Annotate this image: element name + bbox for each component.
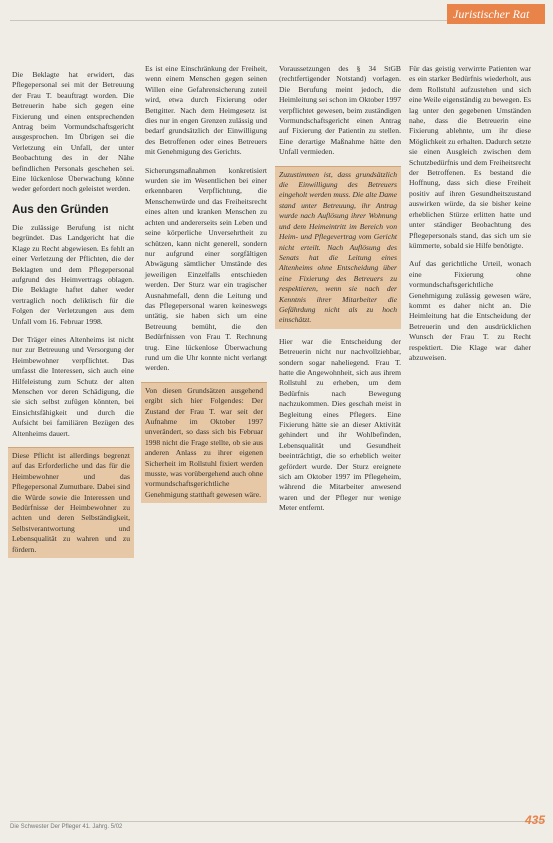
paragraph: Hier war die Entscheidung der Betreuerin nicht nur nachvollziehbar, sondern sogar naheliegend. Frau T. hatte die Angewohnheit, sich aus ihrem Rollstuhl zu erheben, um dem Bedürfnis nach Bewegung nachzukommen. Dies geschah meist in Begleitung eines Pflegers. Eine Fixierung hätte sie an dieser Aktivität gehindert und ihr Wohlbefinden, Lebensqualität und Gesundheit beeinträchtigt, die so erheblich weiter gefördert wurde. Der Sturz ereignete sich am Oktober 1997 im Pflegeheim, während die Mitarbeiter anwesend waren und der Pfleger nur wenige Meter entfernt. bbox=[279, 336, 401, 513]
paragraph: Es ist eine Einschränkung der Freiheit, wenn einem Menschen gegen seinen Willen eine Gefahrensicherung zuteil wird, etwa durch Fixierung oder Bettgitter. Nach dem Heimgesetz ist dies nur in engen Grenzen zulässig und bedarf grundsätzlich der Einwilligung des Betroffenen oder eines Betreuers mit Genehmigung des Gerichts. bbox=[145, 64, 267, 157]
paragraph: Die Beklagte hat erwidert, das Pflegepersonal sei mit der Betreuung der Frau T. beauftragt worden. Die Betreuerin habe sich gegen eine Fixierung und einen entsprechenden Antrag beim Vormundschaftsgericht ausgesprochen. Im Übrigen sei die Verletzung ein Unfall, der unter Beobachtung des in der Nähe befindlichen Personals geschehen sei. Eine lückenlose Überwachung könne weder gefordert noch geleistet werden. bbox=[12, 70, 134, 194]
text-column-3 bbox=[279, 64, 401, 522]
text-column-1 bbox=[12, 70, 134, 566]
paragraph: Voraussetzungen des § 34 StGB (rechtfertigender Notstand) vorlagen. Die Berufung meint jedoch, die Heimleitung sei schon im Oktober 1997 verpflichtet gewesen, beim zuständigen Vormundschaftsgericht einen Antrag auf Fixierung der Patientin zu stellen. Eine derartige Maßnahme hätte den Unfall vermieden. bbox=[279, 64, 401, 157]
paragraph: Für das geistig verwirrte Patienten war es ein starker Bedürfnis wiederholt, aus dem Rollstuhl aufzustehen und sich eine Weile eigenständig zu bewegen. Es lag unter den gegebenen Umständen nahe, dass die Betreuerin eine Fixierung ablehnte, um ihr diese Möglichkeit zu erhalten. Dadurch setzte sie einen Ausgleich zwischen dem Schutzbedürfnis und dem Freiheitsrecht der Betroffenen. Es bestand die Hoffnung, dass sich diese Freiheit positiv auf ihren Gesundheitszustand auswirken würde, da sie bisher keine erheblichen Stürze erlitten hatte und unter ständiger Beobachtung des Pflegepersonals stand, das sich um sie kümmerte, sobald sie Hilfe benötigte. bbox=[409, 64, 531, 250]
highlight-box: Diese Pflicht ist allerdings begrenzt auf das Erforderliche und das für die Heimbewohner und das Pflegepersonal Zumutbare. Dabei sind die Würde sowie die Interessen und Bedürfnisse der Heimbewohner zu achten und deren Selbständigkeit, Selbstverantwortung und Lebensqualität zu wahren und zu fördern. bbox=[8, 447, 134, 558]
section-heading: Aus den Gründen bbox=[12, 203, 109, 216]
footer-rule bbox=[10, 821, 545, 822]
highlight-box: Von diesen Grundsätzen ausgehend ergibt sich hier Folgendes: Der Zustand der Frau T. war seit der Aufnahme im Oktober 1997 unverändert, so dass sich bis Februar 1998 nicht die Frage stellte, ob sie aus anderen Anlass zu ihrer eigenen Sicherheit im Rollstuhl fixiert werden musste, was vorübergehend auch ohne vormundschaftsgerichtliche Genehmigung statthaft gewesen wäre. bbox=[141, 382, 267, 503]
page-footer bbox=[10, 813, 545, 835]
paragraph: Die zulässige Berufung ist nicht begründet. Das Landgericht hat die Klage zu Recht abgewiesen. Es fehlt an einer Verletzung der Pflichten, die der Beklagten und dem Pflegepersonal aufgrund des Heimvertrags oblagen. Die Beklagte haftet daher weder vertraglich noch deliktisch für die Folgen der Verletzungen aus dem Unfall vom 16. Februar 1998. bbox=[12, 222, 134, 326]
paragraph: Auf das gerichtliche Urteil, wonach eine Fixierung ohne vormundschaftsgerichtliche Genehmigung zulässig gewesen wäre, kommt es daher nicht an. Die Heimleitung hat die Entscheidung der Betreuerin und den ausdrücklichen Wunsch der Frau T. zu Recht respektiert. Die Klage war daher abzuweisen. bbox=[409, 259, 531, 362]
highlight-box: Zuzustimmen ist, dass grundsätzlich die Einwilligung des Betreuers eingeholt werden muss. Die alte Dame stand unter Betreuung, ihr Antrag wurde nach Auflösung ihrer Wohnung und dem Heimeintritt im Bereich von Heim- und Pflegevertrag vom Gericht nicht erteilt. Nach Auflösung des Senats hat die Leitung eines Altenheims ohne Entscheidung über eine Fixierung des Betreuers zu respektieren, wenn sie nach der Kenntnis ihrer Mitarbeiter die Gefährdung nicht als zu hoch einschätzt. bbox=[275, 166, 401, 329]
footer-source: Die Schwester Der Pfleger 41. Jahrg. 5/02 bbox=[10, 824, 123, 830]
text-column-4 bbox=[409, 64, 531, 371]
paragraph: Sicherungsmaßnahmen konkretisiert wurden sie im Wesentlichen bei einer erkennbaren Verpflichtung, die Menschenwürde und das Freiheitsrecht eines alten und kranken Menschen zu achten und andererseits sein Leben und seine körperliche Unversehrtheit zu schützen, kann nicht generell, sondern nur aufgrund einer sorgfältigen Abwägung sämtlicher Umstände des jeweiligen Einzelfalls entschieden werden. Der Sturz war ein tragischer Ausnahmefall, denn die Leitung und das Pflegepersonal waren keineswegs untätig, sie haben sich um eine Betreuung bemüht, die den Bedürfnissen von Frau T. Rechnung trug. Eine lückenlose Überwachung rund um die Uhr konnte nicht verlangt werden. bbox=[145, 165, 267, 373]
page-number: 435 bbox=[524, 813, 545, 827]
section-label: Juristischer Rat bbox=[447, 4, 545, 24]
text-column-2 bbox=[145, 64, 267, 511]
paragraph: Der Träger eines Altenheims ist nicht nur zur Betreuung und Versorgung der Heimbewohner verpflichtet. Das umfasst die Interessen, sich auch eine Hilfeleistung zum Schutz der alten Menschen vor deren Schädigung, die sie sich selbst zufügen könnten, bei Einsichtsfähigkeit und durch die Aufsicht bei familiären Bezügen des Altenheims dauert. bbox=[12, 334, 134, 438]
